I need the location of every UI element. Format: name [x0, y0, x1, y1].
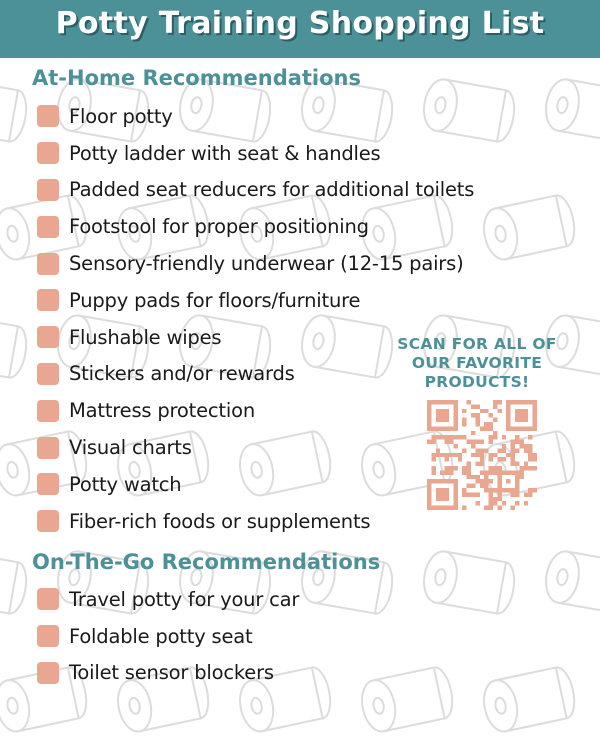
toilet-paper-roll-icon: [420, 549, 518, 616]
checkbox-icon[interactable]: [37, 588, 59, 610]
checklist-item[interactable]: [37, 655, 299, 692]
checklist-item-label: Sensory-friendly underwear (12-15 pairs): [69, 252, 464, 276]
toilet-paper-roll-icon: [480, 665, 579, 735]
toilet-paper-roll-icon: [0, 313, 30, 380]
checkbox-icon[interactable]: [37, 662, 59, 684]
checklist-item[interactable]: [37, 245, 474, 282]
checklist-item-label: Visual charts: [69, 436, 192, 460]
qr-code[interactable]: [427, 400, 537, 510]
toilet-paper-roll-icon: [480, 193, 579, 263]
checkbox-icon[interactable]: [37, 625, 59, 647]
checklist-item[interactable]: [37, 135, 474, 172]
checklist-item-label: Flushable wipes: [69, 325, 222, 349]
checklist-item-label: Footstool for proper positioning: [69, 215, 369, 239]
checklist-item[interactable]: [37, 581, 299, 618]
checkbox-icon[interactable]: [37, 179, 59, 201]
page-title: Potty Training Shopping List: [55, 6, 545, 41]
checklist-item-label: Potty ladder with seat & handles: [69, 141, 381, 165]
toilet-paper-roll-icon: [542, 77, 600, 144]
toilet-paper-roll-icon: [0, 549, 30, 616]
header-banner: [0, 0, 600, 58]
checkbox-icon[interactable]: [37, 363, 59, 385]
section-heading-on-the-go: On-The-Go Recommendations: [32, 550, 381, 574]
checkbox-icon[interactable]: [37, 510, 59, 532]
checkbox-icon[interactable]: [37, 326, 59, 348]
qr-callout: [387, 335, 567, 392]
checklist-item[interactable]: [37, 392, 474, 429]
checklist-item-label: Padded seat reducers for additional toilets: [69, 178, 475, 202]
checklist-item[interactable]: [37, 503, 474, 540]
checkbox-icon[interactable]: [37, 105, 59, 127]
checklist-item[interactable]: [37, 98, 474, 135]
qr-callout-line: SCAN FOR ALL OF: [397, 335, 557, 353]
qr-callout-line: PRODUCTS!: [424, 373, 530, 391]
toilet-paper-roll-icon: [0, 77, 30, 144]
checkbox-icon[interactable]: [37, 142, 59, 164]
checkbox-icon[interactable]: [37, 289, 59, 311]
checkbox-icon[interactable]: [37, 473, 59, 495]
checklist-item[interactable]: [37, 618, 299, 655]
checklist-item[interactable]: [37, 466, 474, 503]
checklist-item[interactable]: [37, 282, 474, 319]
checklist-item-label: Mattress protection: [69, 399, 255, 423]
checklist-item-label: Toilet sensor blockers: [69, 661, 274, 685]
checklist-item-label: Floor potty: [69, 104, 173, 128]
checklist-item-label: Travel potty for your car: [69, 587, 300, 611]
checkbox-icon[interactable]: [37, 253, 59, 275]
toilet-paper-roll-icon: [542, 549, 600, 616]
checklist-item-label: Stickers and/or rewards: [69, 362, 295, 386]
toilet-paper-roll-icon: [358, 665, 457, 735]
checkbox-icon[interactable]: [37, 400, 59, 422]
checkbox-icon[interactable]: [37, 216, 59, 238]
checklist-item[interactable]: [37, 208, 474, 245]
on-the-go-list: [37, 581, 299, 691]
checklist-item[interactable]: [37, 429, 474, 466]
checklist-item-label: Puppy pads for floors/furniture: [69, 288, 361, 312]
checklist-item-label: Fiber-rich foods or supplements: [69, 509, 371, 533]
qr-callout-line: OUR FAVORITE: [411, 354, 543, 372]
at-home-list: [37, 98, 474, 540]
checklist-item-label: Potty watch: [69, 472, 182, 496]
checklist-item[interactable]: [37, 172, 474, 209]
checklist-item-label: Foldable potty seat: [69, 624, 253, 648]
section-heading-at-home: At-Home Recommendations: [32, 66, 362, 90]
checkbox-icon[interactable]: [37, 437, 59, 459]
